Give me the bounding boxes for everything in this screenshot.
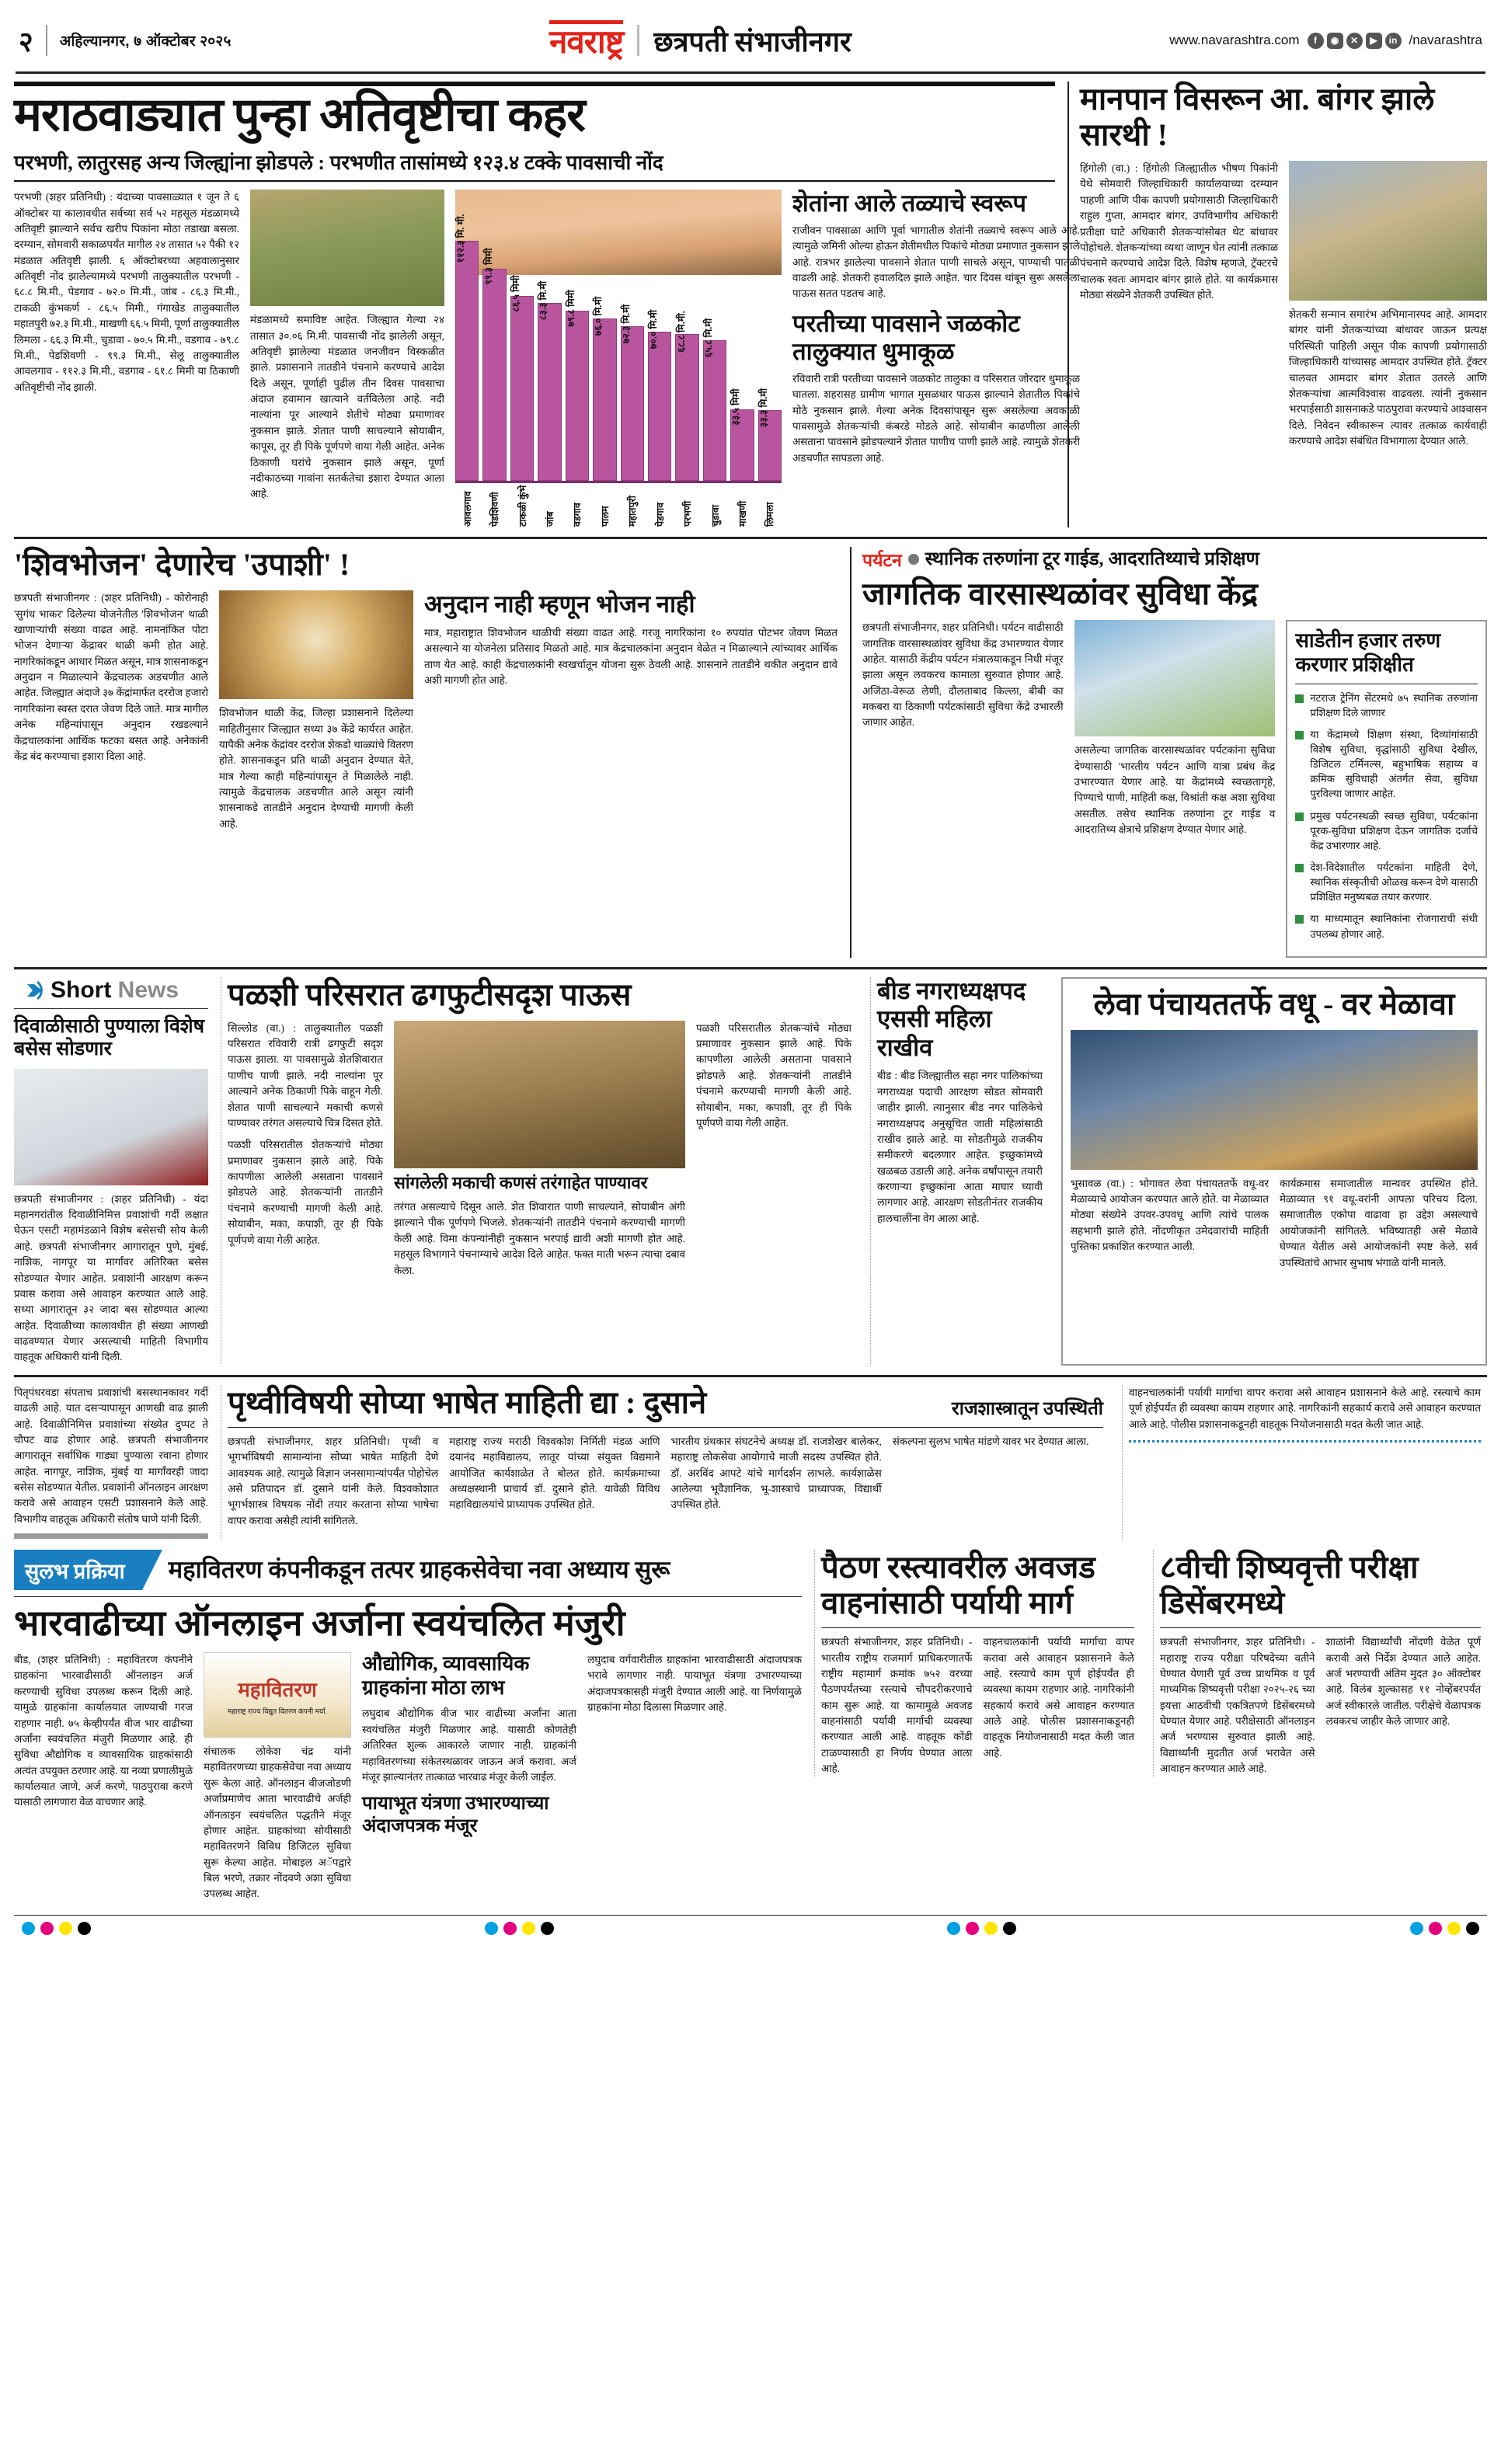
chart-category-label: टाकळी कुंभे: [517, 485, 528, 527]
chart-bar-group: [455, 214, 479, 481]
chart-bar: [621, 326, 644, 481]
chart-bar-group: [593, 297, 616, 481]
shortnews-block: [14, 977, 208, 1366]
top-story-col-4: [792, 190, 1080, 527]
chart-bar: [455, 241, 479, 481]
mahavitaran-col-3: [362, 1652, 576, 1902]
palshi-col2-text: पळशी परिसरातील शेतकऱ्यांचे मोठ्या प्रमाणावर नुकसान झाले आहे. पिके कापणीला आलेली असताना पावसाने झोडपले आहे. शेतकऱ्यांनी तातडीने पंचनामे करण्याची मागणी केली आहे. सोयाबीन, मका, कपाशी, तूर ही पिके पूर्णपणे वाया गेली आहेत.: [228, 1139, 383, 1246]
cmyk-dot: [966, 1922, 979, 1935]
paryatan-col2-text: असलेल्या जागतिक वारसास्थळांवर पर्यटकांना सुविधा देण्यासाठी 'भारतीय पर्यटन आणि यात्रा प्रबंध केंद्र उभारण्यात येणार आहे. या केंद्रांमध्ये स्वच्छतागृहे, पिण्याचे पाणी, माहिती कक्ष, विश्रांती कक्ष अशा सुविधा असतील. तसेच स्थानिक तरुणांना टूर गाईड व आदरातिथ्य क्षेत्राचे प्रशिक्षण देण्यात येणार आहे.: [1074, 744, 1276, 836]
paryatan-box-title: साडेतीन हजार तरुण करणार प्रशिक्षीत: [1295, 629, 1441, 676]
palshi-col-3: [696, 1021, 851, 1279]
top-story-col-3: [455, 190, 782, 527]
chart-bar: [675, 334, 698, 481]
shivbhojan-col1-text: छत्रपती संभाजीनगर : (शहर प्रतिनिधी) - कोरोनाही 'सुगंध भाकर' दिलेल्या योजनेतील 'शिवभोजन' थाळी खाणाऱ्यांची संख्या वाढत आहे. नामनांकित पोटा भोजन देणाऱ्या केंद्रावर थाळी कमी होत आहे. नागरिकांकडून आधार मिळत असून, मात्र शासनाकडून अनुदान न मिळाल्याने केंद्रचालक अडचणीत आले आहेत. जिल्ह्यात अंदाजे ३७ केंद्रांमार्फत दररोज हजारो नागरिकांना स्वस्त दरात जेवण दिले जाते. मात्र मागील अनेक महिन्यांपासून अनुदान रखडल्याने केंद्रचालकांना आर्थिक फटका बसत आहे. अनेकांनी केंद्र बंद करण्याचा इशारा दिला आहे.: [14, 592, 208, 762]
shivbhojan-col-1: [14, 590, 208, 832]
mahavitaran-headline: भारवाढीच्या ऑनलाइन अर्जाना स्वयंचलित मंजुरी: [14, 1603, 625, 1644]
shortnews-body: छत्रपती संभाजीनगर : (शहर प्रतिनिधी) - यंदा महानगरांतील दिवाळीनिमित्त प्रवाशांची गर्दी लक्षात घेऊन एसटी महामंडळाने विशेष बसेसची सोय केली आहे. छत्रपती संभाजीनगर आगारातून पुणे, मुंबई, नाशिक, नागपूर या मार्गांवर अतिरिक्त बसेस सोडण्यात येणार आहेत. प्रवाशांनी आरक्षण करून प्रवास करावा असे आवाहन करण्यात आले आहे. सध्या आगारातून ३२ जादा बस सोडण्यात आल्या आहेत. दिवाळीच्या कालावधीत ही संख्या आणखी वाढवण्यात येणार असल्याची माहिती विभागीय वाहतूक अधिकारी यांनी दिली.: [14, 1192, 208, 1363]
shivbhojan-col3-text: मात्र, महाराष्ट्रात शिवभोजन थाळीची संख्या वाढत आहे. गरजू नागरिकांना १० रुपयांत पोटभर जेवण मिळत असल्याने या योजनेला प्रतिसाद मिळतो आहे. मात्र केंद्रचालकांना अनुदान वेळेत न मिळाल्याने त्यांच्यावर आर्थिक ताण येत आहे. काही केंद्रचालकांनी स्वखर्चातून योजना सुरू ठेवली आहे. शासनाने तातडीने थकीत अनुदान द्यावे अशी मागणी होत आहे.: [424, 626, 838, 686]
chart-bar-value-label: ७६.० मि.मी: [593, 297, 604, 336]
chart-category-label: लिमला: [764, 502, 776, 527]
chart-bar-group: [482, 248, 506, 481]
chart-category-label: जांब: [544, 511, 555, 527]
mahavitaran-col3-text: लघुदाब औद्योगिक वीज भार वाढीच्या अर्जांना आता स्वयंचलित मंजुरी मिळणार आहे. यासाठी कोणतेही अतिरिक्त शुल्क आकारले जाणार नाही. ग्राहकांनी महावितरणच्या संकेतस्थळावर जाऊन अर्ज करावा. अर्ज मंजूर झाल्यानंतर तात्काळ भारवाढ मंजूर केली जाईल.: [362, 1707, 576, 1783]
bullet-dot-icon: [908, 554, 919, 565]
prithvi-headline: पृथ्वीविषयी सोप्या भाषेत माहिती द्या : दुसाने: [228, 1384, 707, 1420]
chart-category-label: पेडगाव: [654, 503, 666, 527]
list-item-text: देश-विदेशातील पर्यटकांना माहिती देणे, स्थानिक संस्कृतीची ओळख करून देणे यासाठी प्रशिक्षित मनुष्यबळ तयार करणार.: [1310, 861, 1478, 903]
chart-category-label: परभणी: [682, 500, 694, 527]
chart-bar-group: [730, 388, 754, 481]
chart-bar-value-label: ६५.८ मि.मी: [703, 318, 714, 358]
top-story-col4-head: शेतांना आले तळ्याचे स्वरूप: [792, 190, 1027, 218]
folio-divider: [46, 25, 47, 56]
bullet-square-icon: [1295, 864, 1304, 872]
facebook-icon[interactable]: f: [1308, 33, 1324, 49]
bullet-square-icon: [1295, 813, 1304, 821]
mahavitaran-logo: [204, 1652, 351, 1738]
mahavitaran-col-2: [204, 1652, 351, 1902]
page-folio-number: २: [19, 26, 33, 57]
shivbhojan-story: [14, 547, 838, 957]
top-right-col1-text: हिंगोली (वा.) : हिंगोली जिल्ह्यातील भीषण पिकांनी येथे सोमवारी जिल्हाधिकारी कार्यालयाच्या दरम्यान पाहणी आणि पीक कापणी प्रयोगासाठी जिल्हाधिकारी राहुल गुप्ता, आमदार बांगर, उपविभागीय अधिकारी प्रतीक्षा घाटे अधिकारी शेतकऱ्यांसोबत थेट बांधावर पोहोचले. शेतकऱ्यांच्या व्यथा जाणून घेत त्यांनी तत्काळ पंचनामे करण्याचे आदेश दिले. विशेष म्हणजे, ट्रॅक्टरचे चालक स्वतः आमदार बांगर झाले होते. या कार्यक्रमास मोठ्या संख्येने शेतकरी उपस्थित होते.: [1080, 162, 1278, 301]
shivbhojan-col-2: [219, 590, 413, 832]
chart-category-label: पेडशिवणी: [489, 492, 501, 527]
top-right-col2-text: शेतकरी सन्मान समारंभ अभिमानास्पद आहे. आमदार बांगर यांनी शेतकऱ्यांच्या बांधावर जाऊन प्रत्यक्ष परिस्थिती पाहिली असून पीक कापणी प्रयोगासाठी जिल्हाधिकारी यांच्यासह आमदार उपस्थित होते. ट्रॅक्टर चालवत आमदार बांगर शेतात उतरले आणि शेतकऱ्यांचा आत्मविश्वास वाढवला. त्यांनी नुकसान भरपाईसाठी शासनाकडे पाठपुरावा करण्याचे आश्वासन दिले. निवेदन स्वीकारून त्यावर तत्काळ कार्यवाही करण्याचे आदेश संबंधित विभागाला देण्यात आले.: [1289, 308, 1487, 447]
mahavitaran-logo-sub: महाराष्ट्र राज्य विद्युत वितरण कंपनी मर्या.: [227, 1707, 328, 1715]
palshi-story: [221, 977, 858, 1366]
tractor-photo: [1289, 161, 1487, 301]
bullet-square-icon: [1295, 915, 1304, 924]
cmyk-marks-right: [1410, 1922, 1479, 1935]
top-story-col4-p2: रविवारी रात्री परतीच्या पावसाने जळकोट तालुका व परिसरात जोरदार धुमाकूळ घातला. शहरासह ग्रामीण भागात मुसळधार पाऊस झाल्याने शेतातील पिकांचे मोठे नुकसान झाले. गेल्या अनेक दिवसांपासून सुरू असलेल्या अवकाळी पावसामुळे शेतकऱ्यांची कंबरडे मोडले आहे. सोयाबीन काढणीला आलेली असताना पावसाने झोडपल्याने शेतात पाणीच पाणी झाले आहे. त्यामुळे शेतकरी अडचणीत सापडला आहे.: [792, 372, 1080, 464]
paryatan-bullets: [1295, 691, 1478, 941]
top-right-cols: [1080, 161, 1487, 449]
palshi-col3-text: तरंगत असल्याचे दिसून आले. शेत शिवारात पाणी साचल्याने, सोयाबीन अंगी झाल्याने पीक पूर्णपणे भिजले. शेतकऱ्यांनी तातडीने पंचनामे करण्याची मागणी केली आहे. विमा कंपन्यांनीही नुकसान भरपाई द्यावी अशी मागणी होत आहे. महसूल विभागाने पंचनाम्याचे आदेश दिले आहेत. फक्त माती भरून त्याचा दबाव केला.: [394, 1201, 685, 1276]
list-item-text: या माध्यमातून स्थानिकांना रोजगाराची संधी उपलब्ध होणार आहे.: [1310, 913, 1478, 940]
section-rule-1: [14, 537, 1487, 539]
masthead-center: [232, 20, 1170, 60]
chart-category-label: आवलगाव: [461, 491, 473, 527]
cmyk-dot: [1410, 1922, 1423, 1935]
field-photo: [250, 190, 444, 306]
paithan-story: [814, 1550, 1141, 1777]
chart-category-label: महातपुरी: [627, 496, 639, 527]
cmyk-dot: [947, 1922, 960, 1935]
beed-headline: बीड नगराध्यक्षपद एससी महिला राखीव: [877, 976, 1026, 1061]
paryatan-kicker-row: [862, 547, 1487, 572]
chart-bar-value-label: ८६.५ मिमी: [510, 275, 522, 312]
paithan-col2-text: वाहनचालकांनी पर्यायी मार्गाचा वापर करावा असे आवाहन प्रशासनाने केले आहे. रस्त्याचे काम पूर्ण होईपर्यंत ही व्यवस्था कायम राहणार आहे. नागरिकांनी सहकार्य करावे असे आवाहन करण्यात आले आहे. पोलीस प्रशासनाकडूनही वाहतूक नियोजनासाठी मदत केली जात आहे.: [983, 1636, 1134, 1759]
mahavitaran-cols: [14, 1652, 802, 1902]
masthead-rule: [16, 71, 1485, 74]
prithvi-col4-text: संकल्पना सुलभ भाषेत मांडणे यावर भर देण्यात आला.: [892, 1435, 1089, 1447]
top-story-headline: मराठवाड्यात पुन्हा अतिवृष्टीचा कहर: [14, 82, 1055, 141]
shishyavrutti-headline: ८वीची शिष्यवृत्ती परीक्षा डिसेंबरमध्ये: [1160, 1550, 1419, 1621]
top-right-headline: मानपान विसरून आ. बांगर झाले सारथी !: [1080, 82, 1435, 152]
chart-bar: [482, 269, 506, 481]
social-icons: [1308, 33, 1402, 49]
youtube-icon[interactable]: ▶: [1366, 33, 1382, 49]
masthead-divider: [637, 25, 639, 56]
shishyavrutti-story: [1153, 1550, 1487, 1777]
paryatan-story: [850, 547, 1487, 957]
cmyk-dot: [22, 1922, 35, 1935]
paithan-cols: [821, 1634, 1134, 1777]
mahavitaran-sub2: पायाभूत यंत्रणा उभारण्याच्या अंदाजपत्रक मंजूर: [362, 1794, 549, 1836]
prithvi-story: [221, 1385, 1109, 1539]
bullet-square-icon: [1295, 694, 1304, 703]
top-right-col-1: [1080, 161, 1278, 449]
tourists-photo: [1074, 620, 1276, 736]
linkedin-icon[interactable]: in: [1385, 33, 1402, 49]
palshi-col1-text: सिल्लोड (वा.) : तालुक्यातील पळशी परिसरात रविवारी रात्री ढगफुटी सदृश पाऊस झाला. या पावसामुळे शेतशिवारात पाणीच पाणी झाले. नदी नाल्यांना पूर आल्याने अनेक ठिकाणी पिके वाहून गेली. शेतात पाणी साचल्याने मकाची कणसे पाण्यावर तरंगत असल्याचे चित्र दिसत होते.: [228, 1021, 383, 1129]
cmyk-dot: [522, 1922, 535, 1935]
list-item: [1295, 860, 1478, 904]
list-item-text: नटराज ट्रेनिंग सेंटरमधे ७५ स्थानिक तरुणांना प्रशिक्षण दिले जाणार: [1310, 691, 1478, 719]
mahavitaran-tag: सुलभ प्रक्रिया: [14, 1550, 142, 1590]
prithvi-col1-text: छत्रपती संभाजीनगर, शहर प्रतिनिधी। पृथ्वी व भूगर्भाविषयी सामान्यांना सोप्या भाषेत माहिती देणे आवश्यक आहे. त्यामुळे विज्ञान जनसामान्यांपर्यंत पोहोचेल असे प्रतिपादन डॉ. दुसाने यांनी केले. विश्वकोशात भूगर्भशास्त्र विषयक नोंदी तयार करताना सोप्या भाषेचा वापर करावा असेही त्यांनी सांगितले.: [228, 1435, 439, 1526]
paryatan-kicker: पर्यटन: [862, 547, 902, 572]
chart-bar-value-label: ३३.५ मिमी: [730, 388, 742, 426]
chart-category-label: वडगाव: [572, 503, 583, 527]
shishyavrutti-col1-text: छत्रपती संभाजीनगर, शहर प्रतिनिधी। - महाराष्ट्र राज्य परीक्षा परिषदेच्या वतीने घेण्यात येणारी पूर्व उच्च प्राथमिक व पूर्व माध्यमिक शिष्यवृत्ती परीक्षा २०२५-२६ च्या इयत्ता आठवीची एकत्रितपणे डिसेंबरमध्ये घेण्यात येणार आहे. परीक्षेसाठी ऑनलाइन अर्ज भरण्यास सुरुवात झाली आहे. विद्यार्थ्यांनी मुदतीत अर्ज भरावेत असे आवाहन करण्यात आले आहे.: [1160, 1636, 1315, 1775]
chart-bar: [566, 311, 589, 481]
chart-bar-value-label: ७९.८ मिमी: [565, 290, 576, 327]
prithvi-col3-text: भारतीय ग्रंथकार संघटनेचे अध्यक्ष डॉ. राजशेखर बालेकर, महाराष्ट्र लोकसेवा आयोगाचे माजी सदस्य उपस्थित होते. डॉ. अरविंद आपटे यांचे मार्गदर्शन लाभले. कार्यशाळेस आलेल्या भूवैज्ञानिक, भू-शास्त्राचे प्राध्यापक, विद्यार्थी उपस्थित होते.: [670, 1435, 882, 1511]
flooded-field-photo: [394, 1021, 685, 1168]
shortnews-body2: पितृपंधरवडा संपताच प्रवाशांची बसस्थानकावर गर्दी वाढली आहे. यात दसऱ्यापासून आणखी वाढ झाली आहे. दिवाळीनिमित्त प्रवाशांच्या संख्येत दुप्पट ते चौपट वाढ होणार आहे. छत्रपती संभाजीनगर आगारातून सर्वाधिक गाड्या पुण्याला रवाना होणार आहेत. नागपूर, नाशिक, मुंबई या मार्गांवरही जादा बसेस सोडण्यात येतील. प्रवाशांनी ऑनलाइन आरक्षण करावे असे आवाहन एसटी प्रशासनाने केले आहे. विभागीय वाहतूक अधिकारी संतोष घाणे यांनी दिली.: [14, 1386, 208, 1525]
cmyk-dot: [984, 1922, 998, 1935]
masthead-right: [1169, 33, 1482, 49]
paithan-pre-text: वाहनचालकांनी पर्यायी मार्गाचा वापर करावा असे आवाहन प्रशासनाने केले आहे. रस्त्याचे काम पूर्ण होईपर्यंत ही व्यवस्था कायम राहणार आहे. नागरिकांनी सहकार्य करावे असे आवाहन करण्यात आले आहे. पोलीस प्रशासनाकडूनही वाहतूक नियोजनासाठी मदत केली जात आहे.: [1129, 1386, 1481, 1430]
chart-bar: [648, 332, 671, 482]
prithvi-col2-text: महाराष्ट्र राज्य मराठी विश्वकोश निर्मिती मंडळ आणि दयानंद महाविद्यालय, लातूर यांच्या संयुक्त विद्यमाने आयोजित कार्यशाळेत ते बोलत होते. कार्यक्रमाच्या अध्यक्षस्थानी प्राचार्य डॉ. दुसाने होते. यावेळी विविध महाविद्यालयांचे प्राध्यापक उपस्थित होते.: [449, 1435, 660, 1511]
shivbhojan-headline: 'शिवभोजन' देणारेच 'उपाशी' !: [14, 547, 350, 583]
cmyk-dot: [485, 1922, 498, 1935]
chart-bar: [593, 318, 616, 481]
top-story-col-1: [14, 190, 239, 527]
bus-photo: [14, 1069, 208, 1185]
mahavitaran-col2-text: संचालक लोकेश चंद्र यांनी महावितरणच्या ग्राहकसेवेचा नवा अध्याय सुरू केला आहे. ऑनलाइन वीजजोडणी अर्जाप्रमाणेच आता भारवाढीचे अर्जही ऑनलाइन स्वयंचलित पद्धतीने मंजूर होणार आहेत. ग्राहकांच्या सोयीसाठी महावितरणने विविध डिजिटल सुविधा सुरू केल्या आहेत. मोबाइल अॅपद्वारे बिल भरणे, तक्रार नोंदवणे अशा सुविधा उपलब्ध आहेत.: [204, 1745, 351, 1900]
shortnews-label: [50, 977, 179, 1004]
chart-bar-value-label: ७०.० मि.मी: [648, 309, 660, 349]
shortnews-continued: [14, 1385, 208, 1539]
cmyk-dot: [503, 1922, 517, 1935]
section-four: [14, 1385, 1487, 1539]
top-story-col-2: [250, 190, 444, 527]
paithan-beed-side: [1122, 1385, 1487, 1539]
cmyk-dot: [541, 1922, 554, 1935]
mahavitaran-logo-text: महावितरण: [238, 1678, 317, 1701]
chart-bar-value-label: ३३.३ मि.मी: [757, 388, 769, 427]
chart-category-label: चुडावा: [709, 505, 721, 527]
top-story-left: [14, 82, 1080, 527]
top-right-story: [1067, 82, 1487, 527]
shortnews-arrow-icon: [14, 977, 44, 1004]
paithan-headline: पैठण रस्त्यावरील अवजड वाहनांसाठी पर्यायी मार्ग: [821, 1550, 1095, 1621]
section-five: [14, 1550, 1487, 1902]
cmyk-marks-left: [22, 1922, 91, 1935]
chart-plot-area: [455, 190, 782, 483]
chart-bar: [703, 340, 726, 481]
cmyk-dot: [1003, 1922, 1016, 1935]
cmyk-marks-mid2: [947, 1922, 1016, 1935]
paryatan-cols: [862, 620, 1487, 957]
palshi-photo-caption: सांगलेली मकाची कणसं तरंगाहेत पाण्यावर: [394, 1172, 648, 1192]
chart-bar-value-label: ७२.३ मि.मी: [620, 305, 632, 344]
mahavitaran-tagline: महावितरण कंपनीकडून तत्पर ग्राहकसेवेचा नवा अध्याय सुरू: [168, 1555, 670, 1583]
top-story-section: [14, 82, 1487, 527]
shortnews-word-news: News: [117, 976, 179, 1003]
top-story-col2-text: मंडळामध्ये समाविष्ट आहेत. जिल्ह्यात गेल्या २४ तासात ३०.०६ मि.मी. पावसाची नोंद झालेली असून, अतिवृष्टी झालेल्या मंडळात जनजीवन विस्कळीत झाले. प्रशासनाने तातडीने पंचनामे करण्याचे आदेश दिले असून, पूर्णाही पुढील तीन दिवस पावसाचा अंदाज हवामान खात्याने वर्तविलेला आहे. नदी नाल्यांना पूर आल्याने शेतीचे मोठ्या प्रमाणावर नुकसान झाले. शेतात पाणी साचल्याने सोयाबीन, कापूस, तूर ही पिके पूर्णपणे वाया गेली आहेत. अनेक ठिकाणी घरांचे नुकसान झाले असून, पूर्णा नदीकाठच्या गावांना सतर्कतेचा इशारा देण्यात आला आहे.: [250, 314, 444, 500]
leva-col1-text: भुसावळ (वा.) : भोगावत लेवा पंचायततर्फे वधू-वर मेळाव्याचे आयोजन करण्यात आले होते. या मेळाव्यात मोठ्या संख्येने उपवर-उपवधू आणि त्यांचे पालक सहभागी झाले होते. नोंदणीकृत उमेदवारांची माहिती पुस्तिका प्रकाशित करण्यात आली.: [1071, 1177, 1269, 1253]
chart-bar-value-label: ९९.३ मिमी: [482, 248, 494, 285]
mahavitaran-sub: औद्योगिक, व्यावसायिक ग्राहकांना मोठा लाभ: [362, 1652, 530, 1699]
beed-col1-text: बीड : बीड जिल्ह्यातील सहा नगर पालिकांच्या नगराध्यक्ष पदाची आरक्षण सोडत सोमवारी जाहीर झाली. त्यानुसार बीड नगर पालिकेचे नगराध्यक्षपद अनुसूचित जाती महिलांसाठी राखीव झाले आहे. या सोडतीमुळे राजकीय समीकरणे बदलणार आहेत. इच्छुकांमध्ये खळबळ उडाली आहे. अनेक वर्षांपासून तयारी करणाऱ्या इच्छुकांना आता माघार घ्यावी लागणार आहे. आरक्षण सोडतीनंतर राजकीय हालचालींना वेग आला आहे.: [877, 1070, 1043, 1224]
paryatan-info-box: [1286, 620, 1487, 957]
prithvi-kicker-right: राजशास्त्रातून उपस्थिती: [951, 1398, 1103, 1419]
beed-story: [870, 977, 1049, 1366]
list-item: [1295, 911, 1478, 941]
leva-headline: लेवा पंचायततर्फे वधू - वर मेळावा: [1093, 986, 1455, 1021]
chart-bar-group: [648, 309, 671, 482]
chart-bar: [538, 303, 561, 481]
navarashtra-logo: नवराष्ट्र: [549, 20, 623, 60]
shivbhojan-col-3: [424, 590, 838, 832]
mahavitaran-col-1: [14, 1652, 193, 1902]
prithvi-col-4: [893, 1434, 1103, 1529]
list-item: [1295, 727, 1478, 802]
chart-bar-group: [703, 318, 726, 481]
section-rule-3: [14, 1375, 1487, 1377]
paryatan-headline: जागतिक वारसास्थळांवर सुविधा केंद्र: [862, 576, 1259, 612]
paryatan-kicker-line: स्थानिक तरुणांना टूर गाईड, आदरातिथ्याचे प्रशिक्षण: [925, 548, 1259, 569]
paithan-col1-text: छत्रपती संभाजीनगर, शहर प्रतिनिधी। - भारतीय राष्ट्रीय राजमार्ग प्राधिकरणातर्फे राष्ट्रीय महामार्ग क्रमांक ७५२ वरच्या पैठणपर्यंतच्या रस्त्याचे चौपदरीकरणाचे काम सुरू आहे. या कामामुळे अवजड वाहनांसाठी पर्यायी मार्गाची व्यवस्था करण्यात आली आहे. वाहतूक कोंडी टाळण्यासाठी हा निर्णय घेण्यात आला आहे.: [821, 1636, 973, 1775]
paryatan-col-2: [1074, 620, 1276, 957]
shivbhojan-sub-right: अनुदान नाही म्हणून भोजन नाही: [424, 590, 695, 618]
cmyk-dot: [1429, 1922, 1442, 1935]
shishyavrutti-col2-text: शाळांनी विद्यार्थ्यांची नोंदणी वेळेत पूर्ण करावी असे निर्देश देण्यात आले आहेत. अर्ज भरण्याची अंतिम मुदत ३० ऑक्टोबर आहे. विलंब शुल्कासह ११ नोव्हेंबरपर्यंत अर्ज स्वीकारले जातील. परीक्षेचे वेळापत्रक लवकरच जाहीर केले जाणार आहे.: [1325, 1636, 1481, 1728]
thali-photo: [219, 590, 413, 699]
chart-category-axis: [455, 483, 782, 527]
mahavitaran-col-4: [587, 1652, 802, 1902]
chart-bar-group: [510, 275, 534, 481]
chart-bar-value-label: ११२.३ मि. मी.: [455, 214, 467, 263]
top-story-col1-text: परभणी (शहर प्रतिनिधी) : यंदाच्या पावसाळ्यात १ जून ते ६ ऑक्टोबर या कालावधीत सर्वच्या सर्व ५२ महसूल मंडळामध्ये अतिवृष्टी झाल्याने सर्वच खरीप पिकांना मोठा तडाखा बसला. दरम्यान, सोमवारी सकाळपर्यंत मागील २४ तासात ५२ पैकी १२ मंडळात अतिवृष्टी झाली. ६ ऑक्टोबरच्या अहवालानुसार अतिवृष्टी नोंद झालेल्यामध्ये परभणी तालुक्यातील परभणी - ६८.८ मि.मी., पेडगाव - ७२.० मि.मी., जांब - ८६.३ मि.मी., टाकळी कुंभकर्ण - ८६.५ मिमी., गंगाखेड तालुक्यातील महातपुरी ७२.३ मि.मी., माखणी ६६.५ मिमी, पूर्णा तालुक्यातील लिमला - ६६.३ मि.मी., चुडावा - ७०.५ मि.मी., वडगाव - ७९.८ मि.मी., पेडशिवणी - ९९.३ मि.मी., सेलू तालुक्यातील आवलगाव - ११२.३ मि.मी., वडगाव - ६१.८ मिमी या ठिकाणी अतिवृष्टीची नोंद झाली.: [14, 191, 239, 393]
chart-bar-value-label: ८३.३ मि.मी: [538, 280, 549, 321]
paryatan-col-1: [862, 620, 1064, 957]
leva-col2-text: कार्यक्रमास समाजातील मान्यवर उपस्थित होते. मेळाव्यात ९१ वधू-वरांनी आपला परिचय दिला. समाजातील एकोपा वाढावा हा उद्देश असल्याचे आयोजकांनी सांगितले. भविष्यातही असे मेळावे घेण्यात येतील असे आयोजकांनी स्पष्ट केले. सर्व उपस्थितांचे आभार सुभाष भंगाळे यांनी मानले.: [1280, 1177, 1478, 1269]
chart-bar-group: [675, 311, 698, 481]
palshi-col-1: [228, 1021, 383, 1279]
chart-bar-value-label: ६८.८ मि.मी.: [675, 311, 687, 353]
list-item: [1295, 809, 1478, 853]
shortnews-badge: [14, 977, 208, 1004]
cmyk-marks-mid: [485, 1922, 554, 1935]
mahavitaran-story: [14, 1550, 802, 1902]
shortnews-end-bar: [14, 1533, 208, 1539]
cmyk-dot: [1466, 1922, 1479, 1935]
top-story-col4-head2: परतीच्या पावसाने जळकोट तालुक्यात धुमाकूळ: [792, 309, 1020, 366]
cmyk-dot: [59, 1922, 72, 1935]
top-story-col4-p1: राजीवन पावसाळा आणि पूर्वा भागातील शेतांनी तळ्याचे स्वरूप आले आहे. त्यामुळे जमिनी ओल्या होऊन शेतीमधील पिकांचे मोठ्या प्रमाणात नुकसान झाले आहे. रात्रभर झालेल्या पावसाने शेतात पाणी साचले असून, पाण्याची पातळी वाढली आहे. शेतकरी हवालदिल झाले आहेत. चार दिवस थांबून सुरू असलेला पाऊस सतत पडतच आहे.: [792, 224, 1080, 300]
chart-bar-group: [757, 388, 782, 482]
leva-cols: [1071, 1176, 1478, 1271]
top-right-col-2: [1289, 161, 1487, 449]
section-three: [14, 977, 1487, 1366]
paryatan-col1-text: छत्रपती संभाजीनगर, शहर प्रतिनिधी। पर्यटन वाढीसाठी जागतिक वारसास्थळांवर सुविधा केंद्र उभारण्यात येणार आहेत. यासाठी केंद्रीय पर्यटन मंत्रालयाकडून निधी मंजूर झाला असून लवकरच कामाला सुरुवात होणार आहे. अजिंठा-वेरूळ लेणी, दौलताबाद किल्ला, बीबी का मकबरा या ठिकाणी पर्यटकांसाठी सुविधा केंद्रे उभारली जाणार आहेत.: [862, 621, 1064, 729]
section-two: [14, 547, 1487, 957]
palshi-cols: [228, 1021, 851, 1279]
website-url[interactable]: www.navarashtra.com: [1169, 33, 1300, 47]
dotted-rule: [1129, 1440, 1481, 1443]
shortnews-word-short: Short: [50, 976, 112, 1003]
prithvi-cols: [228, 1434, 1103, 1529]
edition-city: छत्रपती संभाजीनगर: [653, 26, 851, 57]
section-rule-2: [14, 967, 1487, 969]
list-item-text: या केंद्रामध्ये शिक्षण संस्था, दिव्यांगांसाठी विशेष सुविधा, वृद्धांसाठी सुविधा देखील, डिजिटल टर्मिनल्स, बहुभाषिक सहाय्य व क्रमिक सुविधाही अंतर्गत सेवा, सुविधा पुरविल्या जाणार आहेत.: [1310, 728, 1478, 800]
chart-category-label: माखणी: [737, 500, 748, 527]
mahavitaran-col4-text: लघुदाब वर्गवारीतील ग्राहकांना भारवाढीसाठी अंदाजपत्रक भरावे लागणार नाही. पायाभूत यंत्रणा उभारण्याच्या अंदाजपत्रकासही मंजुरी देण्यात आली आहे. या निर्णयामुळे ग्राहकांना मोठा दिलासा मिळणार आहे.: [587, 1654, 802, 1714]
chart-bar-group: [565, 290, 589, 481]
list-item: [1295, 691, 1478, 720]
stage-photo: [1071, 1030, 1478, 1170]
palshi-headline: पळशी परिसरात ढगफुटीसदृश पाऊस: [228, 976, 632, 1012]
shivbhojan-cols: [14, 590, 838, 832]
chart-bar: [510, 296, 534, 481]
palshi-col-2: [394, 1021, 685, 1279]
list-item-text: प्रमुख पर्यटनस्थळी स्वच्छ सुविधा, पर्यटकांना पूरक-सुविधा प्रशिक्षण देऊन जागतिक दर्जाचे केंद्र उभारणार आहे.: [1310, 809, 1478, 851]
cmyk-dot: [1447, 1922, 1461, 1935]
cmyk-registration-row: [14, 1916, 1487, 1943]
instagram-icon[interactable]: ◉: [1327, 33, 1343, 49]
cmyk-dot: [40, 1922, 54, 1935]
leva-story: [1061, 977, 1487, 1366]
shortnews-headline: दिवाळीसाठी पुण्याला विशेष बसेस सोडणार: [14, 1015, 205, 1060]
palshi-col3b-text: पळशी परिसरातील शेतकऱ्यांचे मोठ्या प्रमाणावर नुकसान झाले आहे. पिके कापणीला आलेली असताना पावसाने झोडपले आहे. शेतकऱ्यांनी तातडीने पंचनामे करण्याची मागणी केली आहे. सोयाबीन, मका, कपाशी, तूर ही पिके पूर्णपणे वाया गेली आहेत.: [696, 1021, 851, 1129]
mahavitaran-col1-text: बीड, (शहर प्रतिनिधी) : महावितरण कंपनीने ग्राहकांना भारवाढीसाठी ऑनलाइन अर्ज करण्याची सुविधा उपलब्ध करून दिली आहे. यामुळे ग्राहकांना कार्यालयात जाण्याची गरज राहणार नाही. ७५ केव्हीपर्यंत वीज भार वाढीच्या अर्जांना स्वयंचलित मंजुरी मिळणार आहे. ही सुविधा औद्योगिक व व्यावसायिक ग्राहकांसाठी अत्यंत उपयुक्त ठरणार आहे. या नव्या प्रणालीमुळे कार्यालयात जाणे, अर्ज करणे, पाठपुरावा करणे यासाठी लागणारा वेळ वाचणार आहे.: [14, 1654, 193, 1808]
top-story-subhead: परभणी, लातुरसह अन्य जिल्ह्यांना झोडपले : परभणीत तासांमध्ये १२३.४ टक्के पावसाची नोंद: [14, 148, 1055, 182]
chart-bar-group: [620, 305, 644, 481]
edition-date: अहिल्यानगर, ७ ऑक्टोबर २०२५: [59, 33, 232, 50]
bullet-square-icon: [1295, 731, 1304, 740]
chart-category-label: पालम: [599, 506, 611, 527]
social-handle[interactable]: /navarashtra: [1409, 33, 1482, 47]
x-twitter-icon[interactable]: ✕: [1346, 33, 1363, 49]
rainfall-bar-chart: [455, 190, 782, 527]
top-story-body: [14, 190, 1080, 527]
chart-bar-group: [538, 280, 561, 481]
shishyavrutti-cols: [1160, 1634, 1481, 1777]
shivbhojan-col2-text: शिवभोजन थाळी केंद्र, जिल्हा प्रशासनाने दिलेल्या माहितीनुसार जिल्ह्यात सध्या ३७ केंद्रे कार्यरत आहेत. यापैकी अनेक केंद्रांवर दररोज शेकडो थाळ्यांचे वितरण होते. शासनाकडून प्रति थाळी अनुदान देण्यात येते, मात्र गेल्या काही महिन्यांपासून ते मिळालेले नाही. त्यामुळे केंद्रचालक अडचणीत आले असून त्यांनी शासनाकडे तातडीने अनुदान देण्याची मागणी केली आहे.: [219, 707, 413, 830]
cmyk-dot: [78, 1922, 91, 1935]
masthead: [14, 0, 1487, 67]
